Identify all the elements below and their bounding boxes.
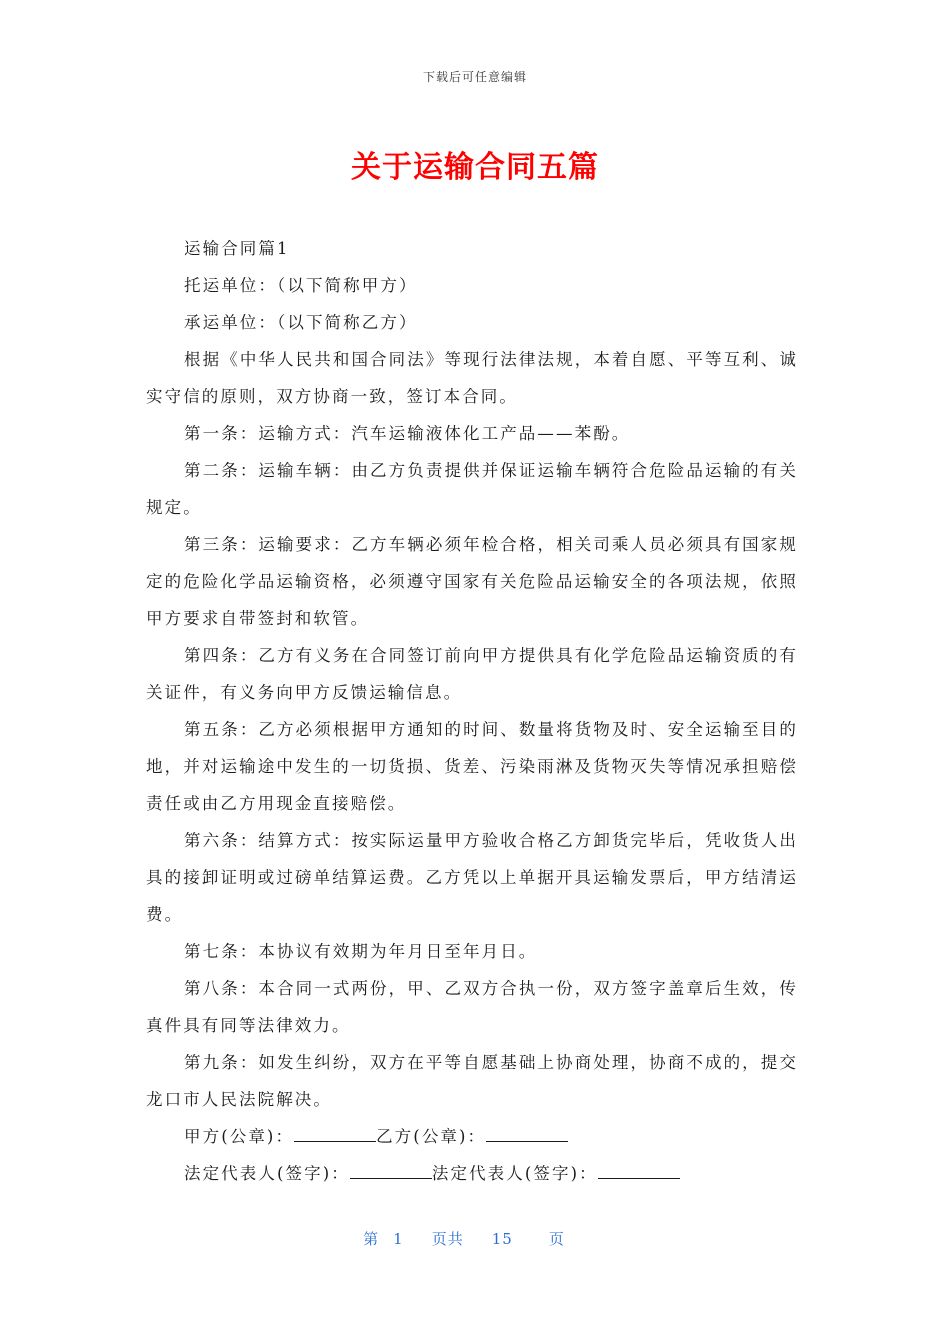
article-6: 第六条：结算方式：按实际运量甲方验收合格乙方卸货完毕后，凭收货人出具的接卸证明或过磅单结算运费。乙方凭以上单据开具运输发票后，甲方结清运费。 [146,831,798,924]
page-header-note: 下载后可任意编辑 [422,70,527,84]
document-body [146,230,798,1192]
footer-page-mid: 页共 [431,1230,464,1248]
section-heading: 运输合同篇1 [184,239,290,258]
article-8: 第八条：本合同一式两份，甲、乙双方合执一份，双方签字盖章后生效，传真件具有同等法律效力。 [146,979,798,1035]
footer-current-page: 1 [393,1230,404,1248]
document-title: 关于运输合同五篇 [351,150,599,185]
article-4: 第四条：乙方有义务在合同签订前向甲方提供具有化学危险品运输资质的有关证件，有义务向甲方反馈运输信息。 [146,646,798,702]
footer-page-suffix: 页 [548,1230,565,1248]
party-a-seal-blank[interactable] [294,1127,376,1142]
preamble-paragraph: 根据《中华人民共和国合同法》等现行法律法规，本着自愿、平等互利、诚实守信的原则，双方协商一致，签订本合同。 [146,350,798,406]
carrier-line: 承运单位：（以下简称乙方） [184,313,418,332]
footer-page-prefix: 第 [363,1230,380,1248]
party-a-seal-label: 甲方(公章)： [184,1127,295,1146]
article-9: 第九条：如发生纠纷，双方在平等自愿基础上协商处理，协商不成的，提交龙口市人民法院解决。 [146,1053,798,1109]
article-7: 第七条：本协议有效期为年月日至年月日。 [184,942,538,961]
article-1: 第一条：运输方式：汽车运输液体化工产品——苯酚。 [184,424,631,443]
party-b-seal-blank[interactable] [486,1127,568,1142]
party-a-rep-blank[interactable] [350,1164,432,1179]
shipper-line: 托运单位：（以下简称甲方） [184,276,418,295]
party-b-rep-label: 法定代表人(签字)： [431,1164,598,1183]
party-b-rep-blank[interactable] [598,1164,680,1179]
footer-total-pages: 15 [491,1230,513,1248]
article-2: 第二条：运输车辆：由乙方负责提供并保证运输车辆符合危险品运输的有关规定。 [146,461,798,517]
article-3: 第三条：运输要求：乙方车辆必须年检合格，相关司乘人员必须具有国家规定的危险化学品运输资格，必须遵守国家有关危险品运输安全的各项法规，依照甲方要求自带签封和软管。 [146,535,798,628]
seal-signature-line [146,1118,798,1155]
representative-signature-line [146,1155,798,1192]
party-a-rep-label: 法定代表人(签字)： [184,1164,350,1183]
party-b-seal-label: 乙方(公章)： [376,1127,487,1146]
article-5: 第五条：乙方必须根据甲方通知的时间、数量将货物及时、安全运输至目的地，并对运输途中发生的一切货损、货差、污染雨淋及货物灭失等情况承担赔偿责任或由乙方用现金直接赔偿。 [146,720,798,813]
page-footer [0,1228,950,1249]
